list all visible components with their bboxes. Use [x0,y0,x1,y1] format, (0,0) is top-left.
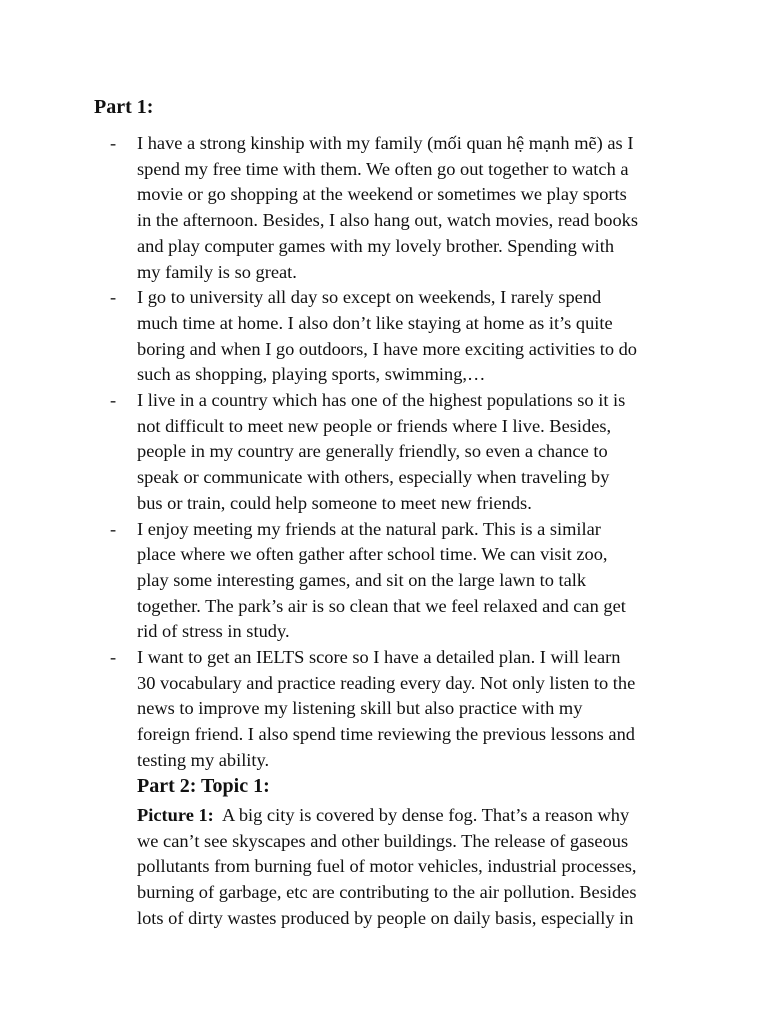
paragraph-line: pollutants from burning fuel of motor vehicles, industrial processes, [137,856,637,877]
bullet-item [110,388,690,517]
paragraph-line: A big city is covered by dense fog. That’s a reason why [218,805,630,825]
bullet-item [110,517,690,646]
picture1-paragraph [137,803,692,932]
bullet-item [110,131,690,285]
bullet-line: my family is so great. [137,261,297,282]
bullet-line: and play computer games with my lovely brother. Spending with [137,235,615,256]
bullet-line: boring and when I go outdoors, I have more exciting activities to do [137,338,638,359]
picture1-label: Picture 1: [137,805,214,825]
bullet-line: together. The park’s air is so clean that we feel relaxed and can get [137,595,626,616]
bullet-line: people in my country are generally friendly, so even a chance to [137,441,608,462]
bullet-line: place where we often gather after school time. We can visit zoo, [137,544,608,565]
bullet-line: foreign friend. I also spend time reviewing the previous lessons and [137,724,635,745]
bullet-line: testing my ability. [137,749,270,770]
paragraph-line: burning of garbage, etc are contributing to the air pollution. Besides [137,882,637,903]
bullet-dash: - [110,647,117,668]
bullet-dash: - [110,518,117,539]
bullet-line: much time at home. I also don’t like staying at home as it’s quite [137,312,613,333]
bullet-line: spend my free time with them. We often go out together to watch a [137,158,629,179]
bullet-line: play some interesting games, and sit on the large lawn to talk [137,569,587,590]
bullet-item [110,645,690,774]
part1-heading: Part 1: [94,96,154,118]
bullet-line: such as shopping, playing sports, swimming,… [137,364,486,385]
bullet-line: movie or go shopping at the weekend or sometimes we play sports [137,184,627,205]
bullet-dash: - [110,133,117,153]
bullet-dash: - [110,390,117,411]
bullet-line: I enjoy meeting my friends at the natural park. This is a similar [137,518,601,539]
bullet-line: bus or train, could help someone to meet new friends. [137,492,532,513]
bullet-line: in the afternoon. Besides, I also hang out, watch movies, read books [137,210,639,231]
bullet-line: I live in a country which has one of the highest populations so it is [137,390,626,411]
paragraph-line: we can’t see skyscapes and other buildings. The release of gaseous [137,830,629,851]
bullet-item [110,285,690,388]
bullet-line: I have a strong kinship with my family (mối quan hệ mạnh mẽ) as I [137,133,634,153]
bullet-line: 30 vocabulary and practice reading every day. Not only listen to the [137,672,636,693]
part1-bullet-list [110,131,690,774]
bullet-line: I want to get an IELTS score so I have a detailed plan. I will learn [137,647,621,668]
bullet-line: news to improve my listening skill but also practice with my [137,698,583,719]
bullet-dash: - [110,287,117,308]
bullet-line: I go to university all day so except on weekends, I rarely spend [137,287,602,308]
bullet-line: rid of stress in study. [137,621,290,642]
bullet-line: not difficult to meet new people or friends where I live. Besides, [137,415,612,436]
paragraph-line: lots of dirty wastes produced by people on daily basis, especially in [137,907,634,928]
bullet-line: speak or communicate with others, especially when traveling by [137,467,610,488]
part2-heading: Part 2: Topic 1: [137,775,270,797]
